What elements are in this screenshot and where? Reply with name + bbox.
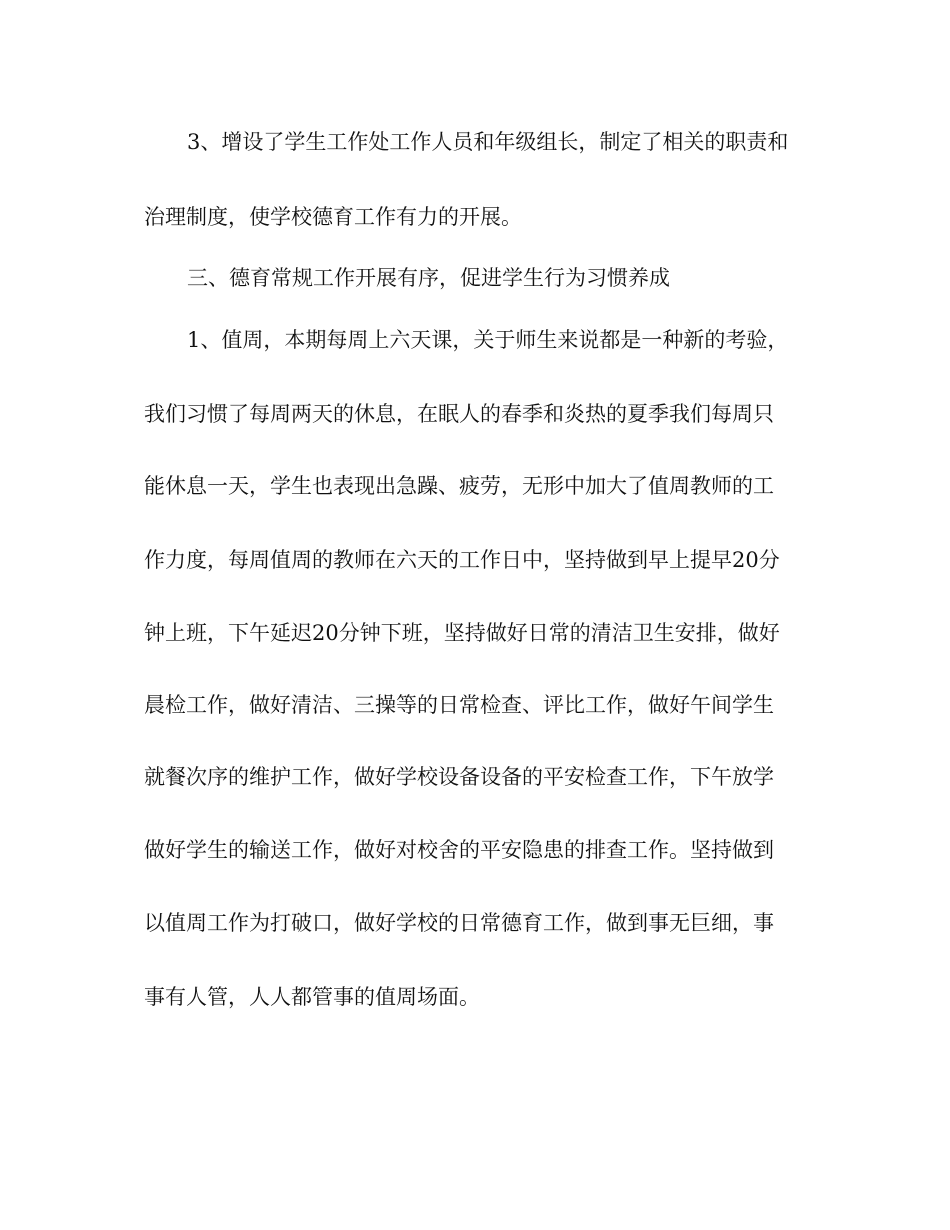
paragraph-line: 3、增设了学生工作处工作人员和年级组长，制定了相关的职责和 bbox=[187, 130, 789, 154]
section-heading: 三、德育常规工作开展有序，促进学生行为习惯养成 bbox=[187, 266, 670, 290]
paragraph-line: 钟上班，下午延迟20分钟下班，坚持做好日常的清洁卫生安排，做好 bbox=[144, 621, 780, 645]
paragraph-line: 就餐次序的维护工作，做好学校设备设备的平安检查工作，下午放学 bbox=[144, 765, 774, 789]
paragraph-line: 1、值周，本期每周上六天课，关于师生来说都是一种新的考验， bbox=[187, 328, 789, 352]
paragraph-line: 能休息一天，学生也表现出急躁、疲劳，无形中加大了值周教师的工 bbox=[144, 474, 774, 498]
paragraph-line: 治理制度，使学校德育工作有力的开展。 bbox=[144, 205, 522, 229]
paragraph-line: 做好学生的输送工作，做好对校舍的平安隐患的排查工作。坚持做到 bbox=[144, 838, 774, 862]
paragraph-line: 晨检工作，做好清洁、三操等的日常检查、评比工作，做好午间学生 bbox=[144, 693, 774, 717]
paragraph-line: 作力度，每周值周的教师在六天的工作日中，坚持做到早上提早20分 bbox=[144, 548, 780, 572]
paragraph-line: 以值周工作为打破口，做好学校的日常德育工作，做到事无巨细，事 bbox=[144, 911, 774, 935]
paragraph-line: 事有人管，人人都管事的值周场面。 bbox=[144, 985, 480, 1009]
paragraph-line: 我们习惯了每周两天的休息，在眠人的春季和炎热的夏季我们每周只 bbox=[144, 402, 774, 426]
